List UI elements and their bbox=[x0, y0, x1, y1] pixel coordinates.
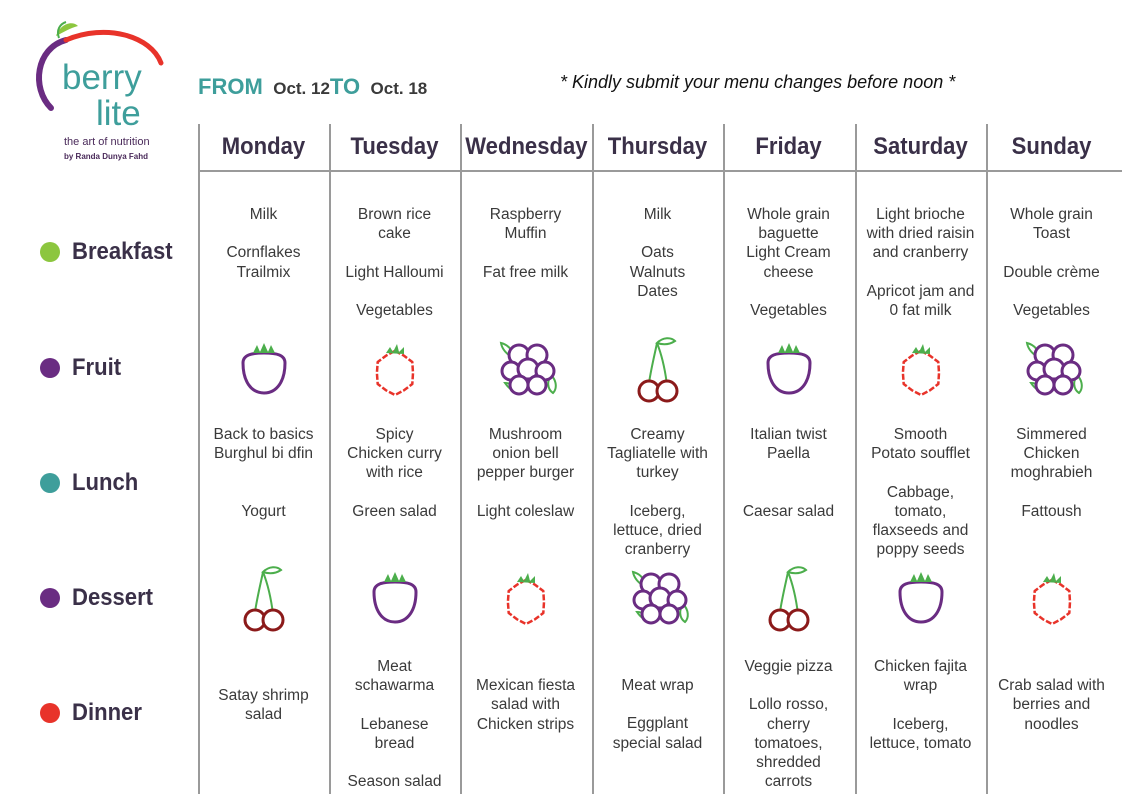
blueberries-icon bbox=[1017, 333, 1087, 403]
menu-item-text: Fat free milk bbox=[482, 263, 569, 281]
menu-item-text: Milk bbox=[249, 206, 278, 223]
menu-item-text: Vegetables bbox=[1013, 301, 1090, 319]
menu-item-text: Italian twist bbox=[750, 426, 827, 443]
menu-item-text: Iceberg, bbox=[629, 502, 686, 520]
line-gap bbox=[855, 463, 986, 482]
dinner-dot bbox=[40, 703, 60, 723]
menu-item-text: moghrabieh bbox=[1010, 464, 1093, 482]
meal-row-dinner bbox=[40, 699, 148, 727]
berry-lite-logo bbox=[26, 18, 186, 168]
menu-item-text: Light Cream bbox=[746, 244, 831, 262]
dinner-cell-wednesday bbox=[460, 676, 591, 734]
date-range bbox=[198, 74, 427, 100]
menu-item-text: Cabbage, bbox=[886, 483, 955, 501]
menu-item-text: 0 fat milk bbox=[889, 302, 952, 319]
line-gap bbox=[723, 282, 854, 301]
plum-icon bbox=[229, 333, 299, 403]
menu-item-text: Chicken curry bbox=[347, 445, 442, 463]
menu-item-text: Lebanese bbox=[360, 715, 429, 733]
cherries-icon bbox=[754, 562, 824, 632]
menu-item-text: Cornflakes bbox=[226, 244, 301, 262]
line-gap bbox=[329, 243, 460, 262]
header-divider bbox=[198, 170, 1122, 172]
menu-item-text: Green salad bbox=[352, 502, 437, 520]
breakfast-dot bbox=[40, 242, 60, 262]
menu-item-text: Apricot jam and bbox=[866, 282, 975, 300]
lunch-cell-monday bbox=[198, 425, 329, 521]
menu-item-text: Milk bbox=[643, 206, 672, 223]
menu-item-text: Double crème bbox=[1003, 263, 1100, 281]
line-gap bbox=[329, 483, 460, 502]
meal-label-dessert: Dessert bbox=[72, 584, 154, 611]
line-gap bbox=[855, 695, 986, 714]
line-gap bbox=[460, 243, 591, 262]
menu-item-text: Veggie pizza bbox=[744, 658, 833, 675]
raspberry-icon bbox=[491, 562, 561, 632]
menu-item-text: Crab salad with bbox=[998, 677, 1105, 695]
menu-item-text: lettuce, tomato bbox=[869, 734, 972, 752]
menu-item-text: Meat bbox=[377, 658, 412, 675]
raspberry-icon bbox=[886, 333, 956, 403]
menu-item-text: Light brioche bbox=[876, 206, 965, 223]
plum-icon bbox=[360, 562, 430, 632]
menu-item-text: shredded bbox=[756, 754, 821, 771]
line-gap bbox=[592, 695, 723, 714]
menu-item-text: bread bbox=[374, 734, 415, 752]
menu-item-text: pepper burger bbox=[476, 464, 575, 482]
menu-item-text: with rice bbox=[366, 464, 423, 482]
line-gap bbox=[723, 676, 854, 695]
dinner-cell-saturday bbox=[855, 657, 986, 753]
blueberries-icon bbox=[491, 333, 561, 403]
menu-item-text: Simmered bbox=[1016, 426, 1087, 443]
menu-item-text: Eggplant bbox=[626, 715, 689, 733]
line-gap bbox=[198, 463, 329, 482]
meal-label-dinner: Dinner bbox=[72, 699, 142, 726]
meal-row-fruit bbox=[40, 354, 125, 382]
line-gap bbox=[329, 695, 460, 714]
menu-item-text: turkey bbox=[636, 464, 679, 482]
line-gap bbox=[198, 224, 329, 243]
line-gap bbox=[986, 243, 1117, 262]
menu-item-text: special salad bbox=[612, 734, 703, 752]
menu-item-text: Creamy bbox=[630, 426, 685, 443]
raspberry-icon bbox=[360, 333, 430, 403]
menu-item-text: Whole grain bbox=[1010, 206, 1093, 223]
lunch-cell-wednesday bbox=[460, 425, 591, 521]
dessert-dot bbox=[40, 588, 60, 608]
breakfast-cell-tuesday bbox=[329, 205, 460, 320]
blueberries-icon bbox=[623, 562, 693, 632]
menu-item-text: lettuce, dried bbox=[613, 522, 702, 539]
day-header-friday: Friday bbox=[755, 133, 822, 160]
to-label: TO bbox=[329, 74, 361, 99]
menu-item-text: cake bbox=[378, 225, 411, 243]
menu-item-text: flaxseeds and bbox=[872, 522, 969, 539]
breakfast-cell-wednesday bbox=[460, 205, 591, 282]
menu-item-text: Back to basics bbox=[213, 426, 314, 443]
menu-item-text: tomatoes, bbox=[754, 734, 823, 752]
lunch-cell-saturday bbox=[855, 425, 986, 559]
day-header-thursday: Thursday bbox=[607, 133, 708, 160]
menu-item-text: wrap bbox=[903, 677, 938, 695]
menu-item-text: Tagliatelle with bbox=[607, 445, 708, 463]
line-gap bbox=[723, 483, 854, 502]
breakfast-cell-friday bbox=[723, 205, 854, 320]
menu-item-text: Light coleslaw bbox=[476, 502, 575, 520]
menu-item-text: Light Halloumi bbox=[345, 263, 444, 281]
menu-item-text: poppy seeds bbox=[876, 541, 965, 559]
line-gap bbox=[460, 483, 591, 502]
dinner-cell-friday bbox=[723, 657, 854, 791]
lunch-cell-thursday bbox=[592, 425, 723, 559]
menu-item-text: Toast bbox=[1032, 225, 1071, 243]
day-header-tuesday: Tuesday bbox=[350, 133, 439, 160]
menu-item-text: Chicken fajita bbox=[873, 658, 968, 675]
line-gap bbox=[986, 282, 1117, 301]
line-gap bbox=[329, 753, 460, 772]
logo-word-lite: lite bbox=[96, 94, 141, 133]
line-gap bbox=[198, 483, 329, 502]
menu-item-text: cherry bbox=[766, 715, 811, 733]
line-gap bbox=[723, 463, 854, 482]
breakfast-cell-sunday bbox=[986, 205, 1117, 320]
to-date: Oct. 18 bbox=[370, 79, 428, 98]
menu-item-text: Mushroom bbox=[488, 426, 563, 443]
menu-item-text: Satay shrimp bbox=[218, 686, 309, 704]
menu-item-text: Potato soufflet bbox=[871, 445, 970, 463]
from-date: Oct. 12 bbox=[273, 79, 330, 98]
menu-item-text: salad bbox=[244, 706, 283, 723]
menu-item-text: Dates bbox=[637, 282, 678, 300]
menu-item-text: with dried raisin bbox=[866, 225, 975, 243]
line-gap bbox=[329, 282, 460, 301]
menu-item-text: Whole grain bbox=[747, 206, 830, 223]
line-gap bbox=[855, 263, 986, 282]
menu-item-text: Vegetables bbox=[750, 302, 827, 319]
from-label: FROM bbox=[198, 74, 263, 99]
menu-item-text: tomato, bbox=[894, 502, 947, 520]
day-header-monday: Monday bbox=[221, 133, 306, 160]
day-header-saturday: Saturday bbox=[873, 133, 968, 160]
breakfast-cell-saturday bbox=[855, 205, 986, 320]
lunch-dot bbox=[40, 473, 60, 493]
menu-item-text: berries and bbox=[1012, 696, 1091, 714]
menu-item-text: Chicken bbox=[1023, 445, 1080, 463]
lunch-cell-friday bbox=[723, 425, 854, 521]
menu-item-text: onion bell bbox=[492, 445, 559, 463]
fruit-dot bbox=[40, 358, 60, 378]
dinner-cell-sunday bbox=[986, 676, 1117, 734]
meal-label-breakfast: Breakfast bbox=[72, 238, 173, 265]
meal-row-lunch bbox=[40, 469, 144, 497]
menu-item-text: Lollo rosso, bbox=[748, 696, 829, 714]
lunch-cell-sunday bbox=[986, 425, 1117, 521]
menu-item-text: Trailmix bbox=[236, 263, 291, 281]
meal-row-breakfast bbox=[40, 238, 181, 266]
menu-item-text: Oats bbox=[641, 244, 674, 262]
menu-item-text: Paella bbox=[766, 445, 811, 463]
menu-item-text: Brown rice bbox=[357, 206, 432, 223]
menu-item-text: cheese bbox=[763, 263, 814, 281]
menu-item-text: Caesar salad bbox=[742, 502, 835, 520]
menu-item-text: Season salad bbox=[347, 773, 442, 791]
menu-item-text: Muffin bbox=[504, 225, 547, 243]
menu-item-text: and cranberry bbox=[872, 244, 969, 262]
menu-item-text: Iceberg, bbox=[892, 715, 949, 733]
breakfast-cell-thursday bbox=[592, 205, 723, 301]
menu-item-text: baguette bbox=[758, 225, 819, 243]
dinner-cell-thursday bbox=[592, 676, 723, 753]
meal-label-lunch: Lunch bbox=[72, 469, 139, 496]
menu-item-text: salad with bbox=[491, 696, 560, 714]
day-header-wednesday: Wednesday bbox=[465, 133, 588, 160]
menu-item-text: Raspberry bbox=[489, 206, 562, 223]
meal-label-fruit: Fruit bbox=[72, 354, 122, 381]
menu-item-text: Chicken strips bbox=[476, 715, 575, 733]
menu-item-text: Smooth bbox=[893, 426, 948, 443]
plum-icon bbox=[886, 562, 956, 632]
menu-item-text: Fattoush bbox=[1021, 502, 1082, 520]
menu-item-text: Mexican fiesta bbox=[475, 677, 576, 695]
logo-tagline: the art of nutrition bbox=[64, 136, 150, 148]
menu-item-text: cranberry bbox=[624, 541, 691, 559]
plum-icon bbox=[754, 333, 824, 403]
menu-item-text: Yogurt bbox=[241, 502, 286, 520]
notice-text: * Kindly submit your menu changes before noon * bbox=[560, 72, 956, 92]
menu-item-text: Meat wrap bbox=[621, 677, 694, 694]
menu-item-text: noodles bbox=[1024, 715, 1079, 733]
menu-item-text: Vegetables bbox=[356, 301, 433, 319]
logo-word-berry: berry bbox=[62, 58, 142, 97]
cherries-icon bbox=[229, 562, 299, 632]
dinner-cell-tuesday bbox=[329, 657, 460, 791]
line-gap bbox=[986, 483, 1117, 502]
menu-item-text: Spicy bbox=[375, 426, 414, 443]
menu-item-text: carrots bbox=[764, 773, 813, 791]
menu-item-text: schawarma bbox=[354, 677, 435, 695]
lunch-cell-tuesday bbox=[329, 425, 460, 521]
menu-item-text: Walnuts bbox=[629, 263, 686, 281]
dinner-cell-monday bbox=[198, 686, 329, 724]
meal-row-dessert bbox=[40, 584, 160, 612]
menu-item-text: Burghul bi dfin bbox=[213, 445, 314, 463]
cherries-icon bbox=[623, 333, 693, 403]
breakfast-cell-monday bbox=[198, 205, 329, 282]
line-gap bbox=[592, 224, 723, 243]
day-header-sunday: Sunday bbox=[1011, 133, 1092, 160]
raspberry-icon bbox=[1017, 562, 1087, 632]
line-gap bbox=[592, 483, 723, 502]
logo-byline: by Randa Dunya Fahd bbox=[64, 152, 149, 161]
